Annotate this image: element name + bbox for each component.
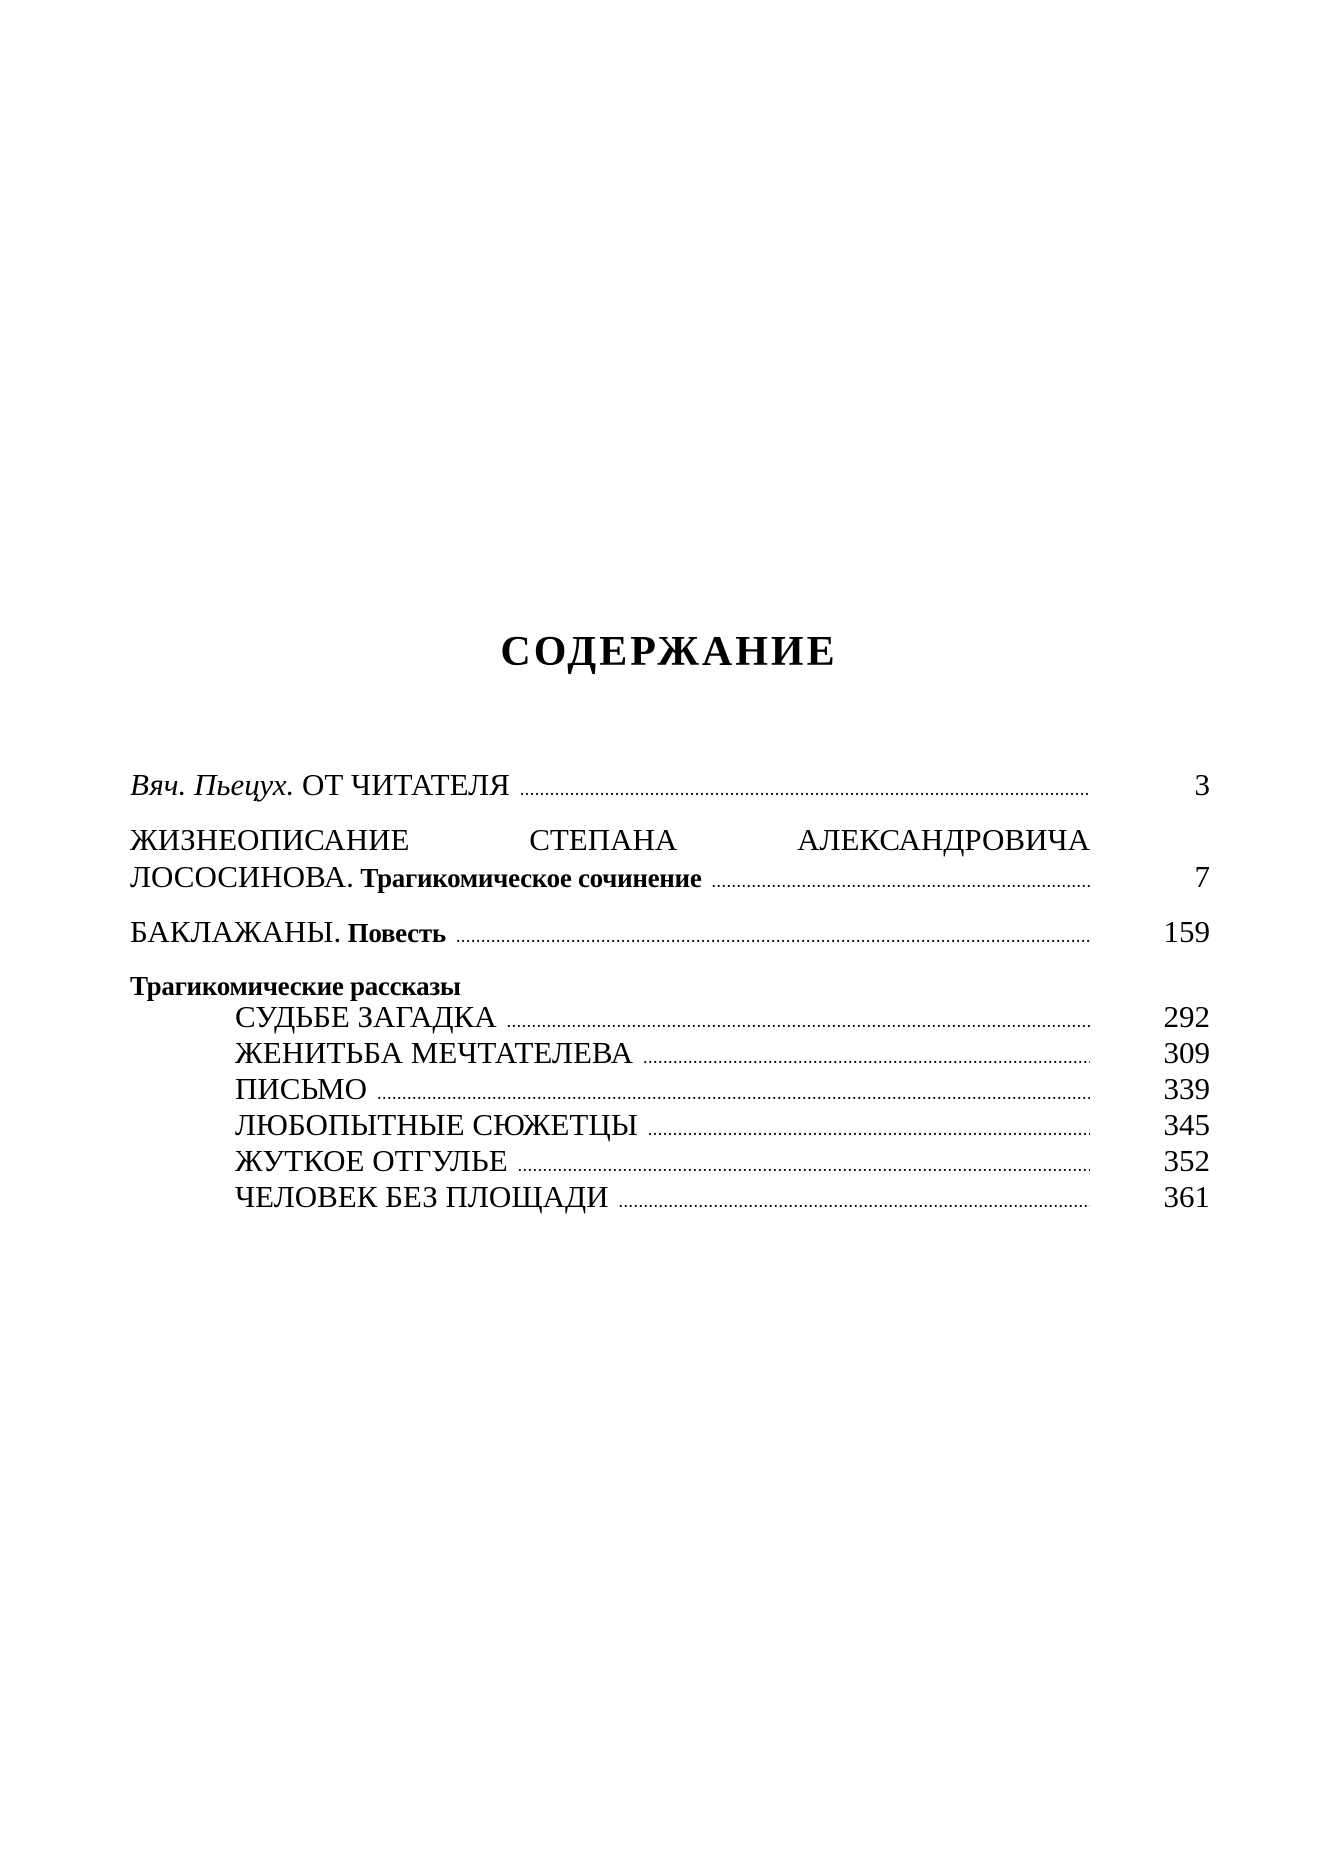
- dot-leader: [712, 863, 1090, 895]
- dot-leader: [520, 771, 1090, 803]
- entry-title: ЛОСОСИНОВА.: [130, 859, 354, 894]
- toc-entry-foreword[interactable]: [130, 767, 1210, 803]
- entry-title: ЖУТКОЕ ОТГУЛЬЕ: [235, 1143, 508, 1178]
- page-number: 309: [1163, 1035, 1210, 1070]
- toc-item[interactable]: [130, 1035, 1210, 1071]
- page-number: 7: [1194, 859, 1210, 894]
- entry-title: ОТ ЧИТАТЕЛЯ: [294, 767, 510, 802]
- toc-entry-biography-line1[interactable]: [130, 822, 1210, 858]
- toc-item[interactable]: [130, 999, 1210, 1035]
- page-number: 159: [1163, 914, 1210, 949]
- entry-title: ЖЕНИТЬБА МЕЧТАТЕЛЕВА: [235, 1035, 633, 1070]
- page-title: СОДЕРЖАНИЕ: [500, 629, 838, 675]
- entry-author: Вяч. Пьецух.: [130, 767, 295, 802]
- entry-title: ЛЮБОПЫТНЫЕ СЮЖЕТЦЫ: [235, 1107, 638, 1142]
- entry-title: ЖИЗНЕОПИСАНИЕ СТЕПАНА АЛЕКСАНДРОВИЧА: [130, 822, 1090, 857]
- dot-leader: [643, 1039, 1090, 1071]
- dot-leader: [648, 1111, 1090, 1143]
- page-number: 345: [1163, 1107, 1210, 1142]
- toc-item[interactable]: [130, 1071, 1210, 1107]
- page-number: 339: [1163, 1071, 1210, 1106]
- dot-leader: [377, 1075, 1090, 1107]
- toc-item[interactable]: [130, 1107, 1210, 1143]
- entry-title: ЧЕЛОВЕК БЕЗ ПЛОЩАДИ: [235, 1179, 609, 1214]
- entry-title: СУДЬБЕ ЗАГАДКА: [235, 999, 497, 1034]
- page-number: 361: [1163, 1179, 1210, 1214]
- toc-item[interactable]: [130, 1143, 1210, 1179]
- page-number: 352: [1163, 1143, 1210, 1178]
- page-number: 292: [1163, 999, 1210, 1034]
- section-heading: Трагикомические рассказы: [130, 971, 461, 1001]
- toc-entry-eggplants[interactable]: [130, 914, 1210, 950]
- dot-leader: [507, 1003, 1090, 1035]
- toc-entry-biography-line2[interactable]: [130, 859, 1210, 895]
- entry-genre: Трагикомическое сочинение: [353, 863, 702, 893]
- entry-title: ПИСЬМО: [235, 1071, 367, 1106]
- dot-leader: [619, 1183, 1090, 1215]
- entry-genre: Повесть: [341, 918, 446, 948]
- dot-leader: [456, 918, 1090, 950]
- dot-leader: [518, 1147, 1090, 1179]
- entry-title: БАКЛАЖАНЫ.: [130, 914, 342, 949]
- page-number: 3: [1194, 767, 1210, 802]
- toc-item[interactable]: [130, 1179, 1210, 1215]
